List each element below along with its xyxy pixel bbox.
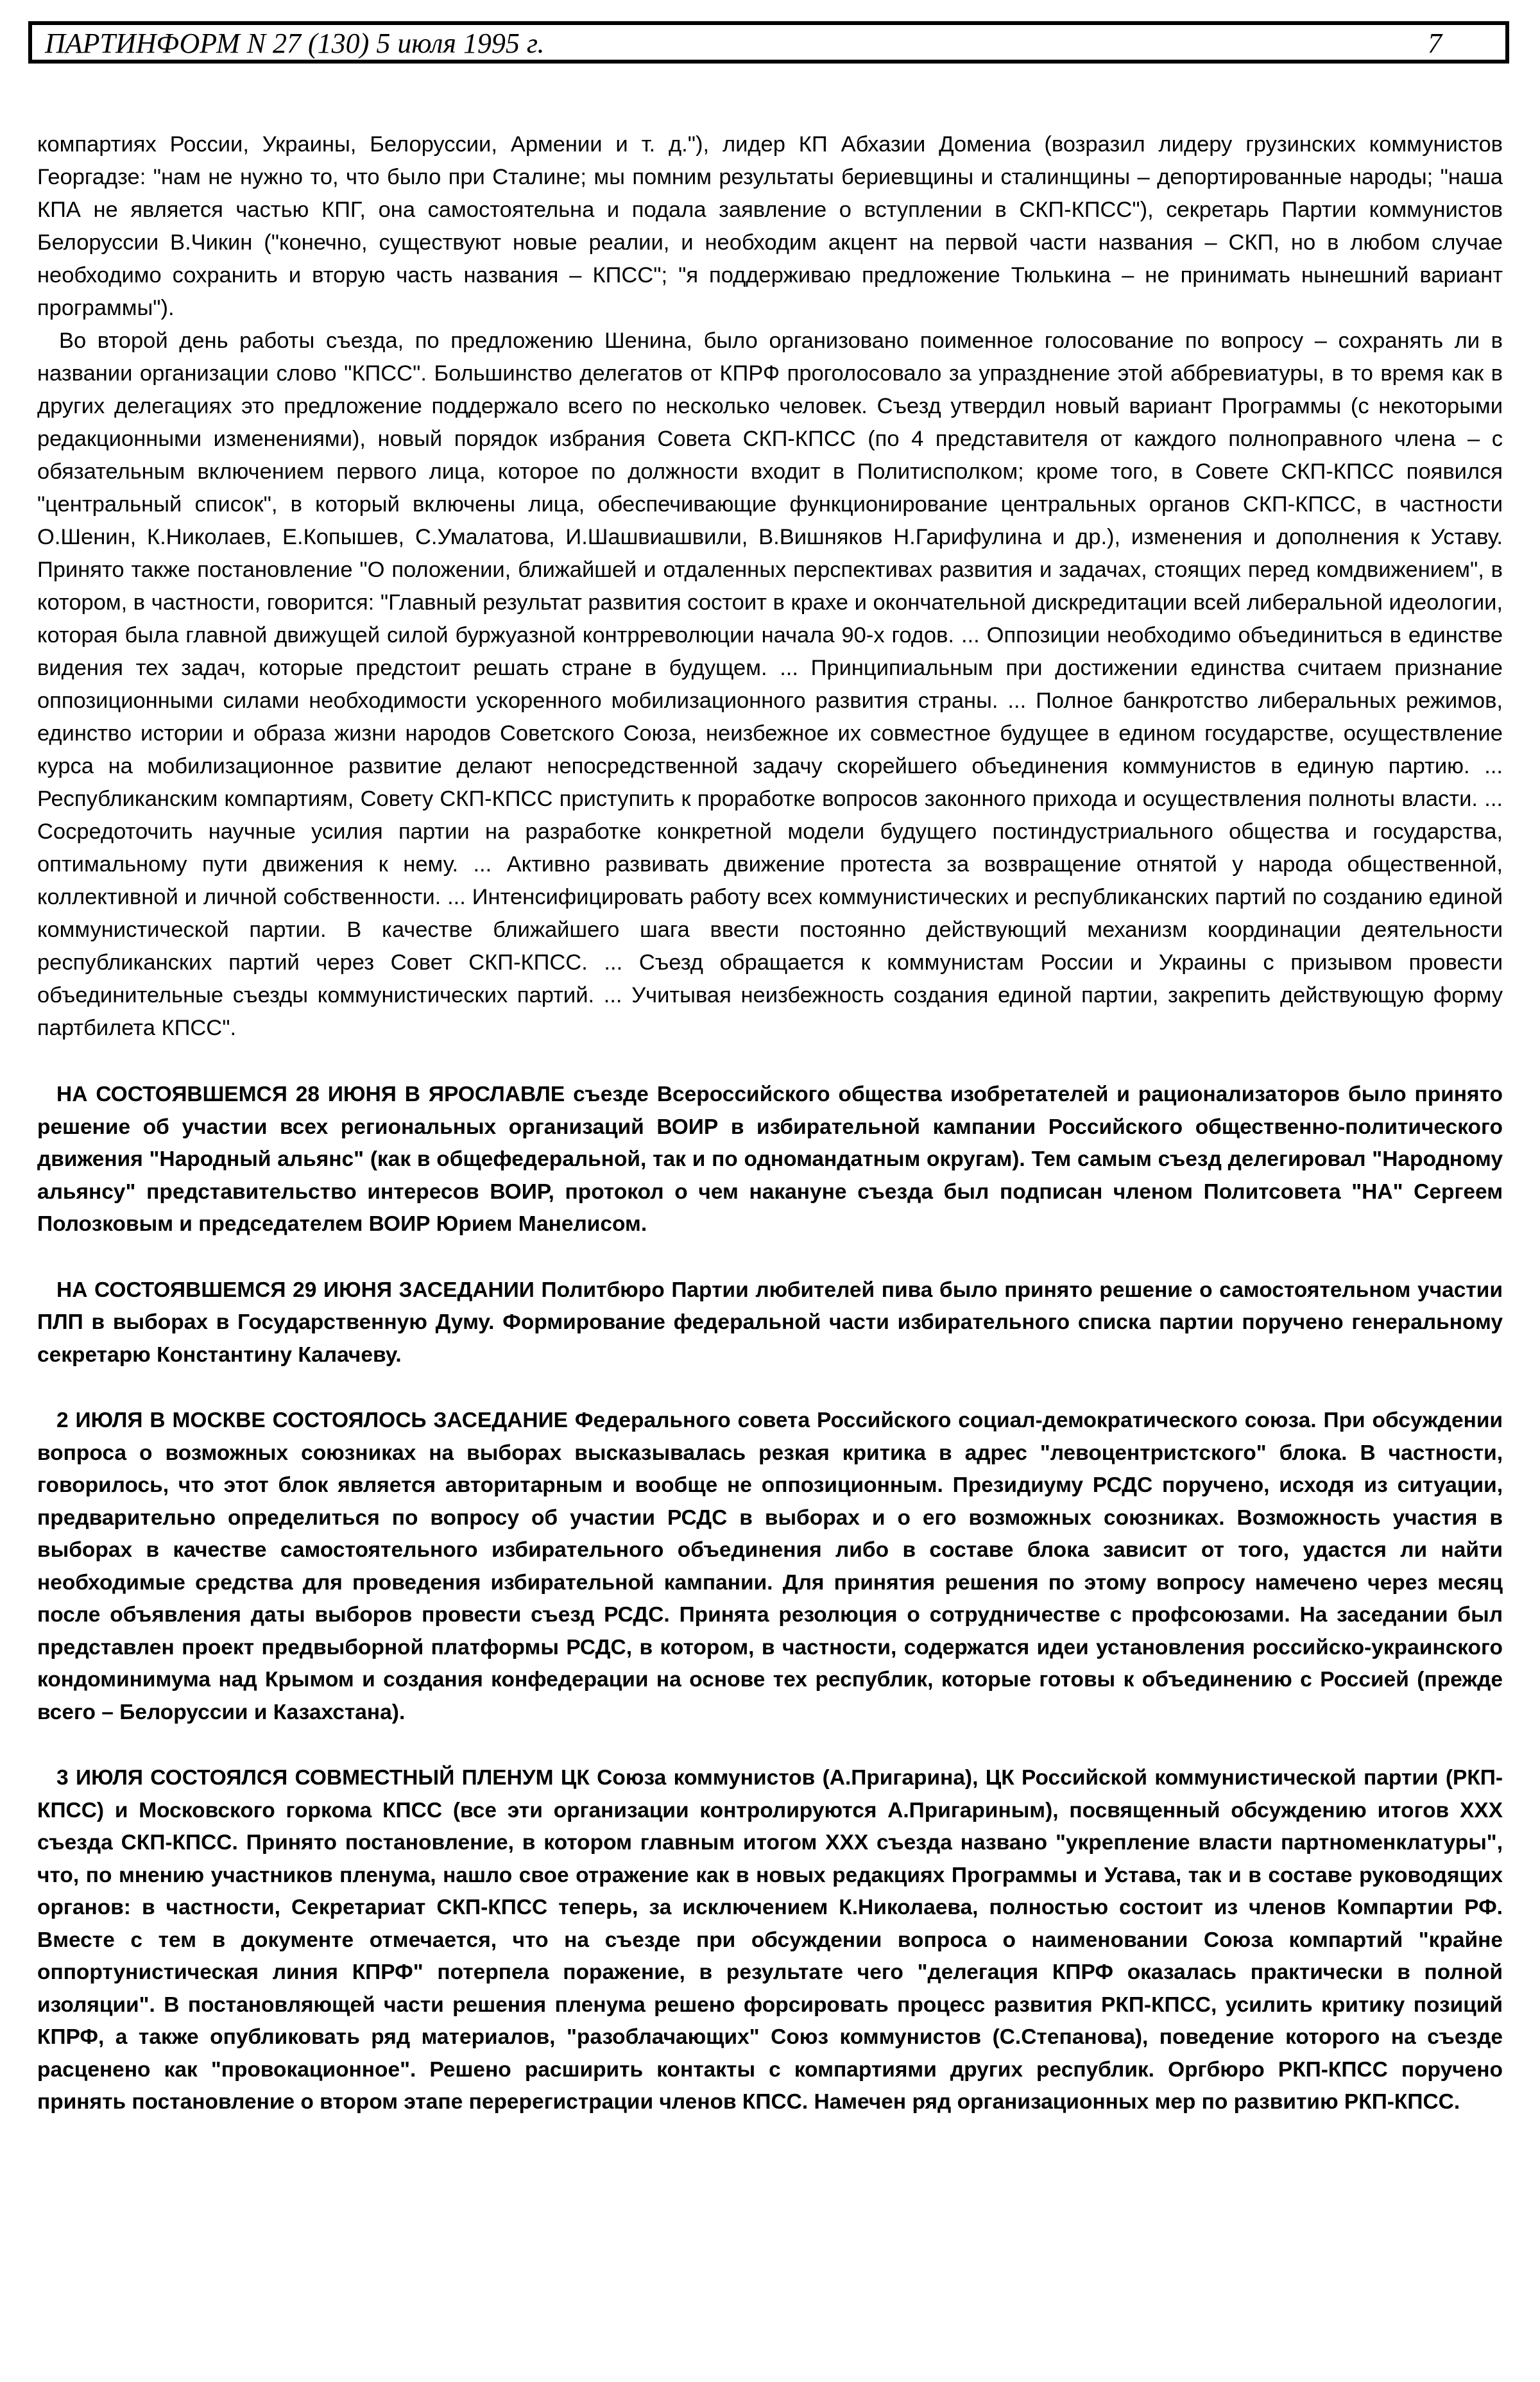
article-paragraph: Во второй день работы съезда, по предложению Шенина, было организовано поименное голосование по вопросу – сохранять ли в названии организации слово "КПСС". Большинство делегатов от КПРФ проголосовало за упразднение этой аббревиатуры, в то время как в других делегациях это предложение поддержало всего по несколько человек. Съезд утвердил новый вариант Программы (с некоторыми редакционными изменениями), новый порядок избрания Совета СКП-КПСС (по 4 представителя от каждого полноправного члена – с обязательным включением первого лица, которое по должности входит в Политисполком; кроме того, в Совете СКП-КПСС появился "центральный список", в который включены лица, обеспечивающие функционирование центральных органов СКП-КПСС, в частности О.Шенин, К.Николаев, Е.Копышев, С.Умалатова, И.Шашвиашвили, В.Вишняков Н.Гарифулина и др.), изменения и дополнения к Уставу. Принято также постановление "О положении, ближайшей и отдаленных перспективах развития и задачах, стоящих перед комдвижением", в котором, в частности, говорится: "Главный результат развития состоит в крахе и окончательной дискредитации всей либеральной идеологии, которая была главной движущей силой буржуазной контрреволюции начала 90-х годов. ... Оппозиции необходимо объединиться в единстве видения тех задач, которые предстоит решать стране в будущем. ... Принципиальным при достижении единства считаем признание оппозиционными силами необходимости ускоренного мобилизационного развития страны. ... Полное банкротство либеральных режимов, единство истории и образа жизни народов Советского Союза, неизбежное их совместное будущее в едином государстве, осуществление курса на мобилизационное развитие делают непосредственной задачу скорейшего объединения коммунистов в единую партию. ... Республиканским компартиям, Совету СКП-КПСС приступить к проработке вопросов законного прихода и осуществления полноты власти. ... Сосредоточить научные усилия партии на разработке конкретной модели будущего постиндустриального общества и государства, оптимальному пути движения к нему. ... Активно развивать движение протеста за возвращение отнятой у народа общественной, коллективной и личной собственности. ... Интенсифицировать работу всех коммунистических и республиканских партий по созданию единой коммунистической партии. В качестве ближайшего шага ввести постоянно действующий механизм координации деятельности республиканских партий через Совет СКП-КПСС. ... Съезд обращается к коммунистам России и Украины с призывом провести объединительные съезды коммунистических партий. ... Учитывая неизбежность создания единой партии, закрепить действующую форму партбилета КПСС". bbox=[37, 329, 1503, 1040]
article-body bbox=[37, 128, 1503, 2119]
news-lead: 3 ИЮЛЯ СОСТОЯЛСЯ СОВМЕСТНЫЙ ПЛЕНУМ bbox=[56, 1766, 554, 1790]
news-item-plenum bbox=[37, 1762, 1503, 2119]
page-number: 7 bbox=[1428, 28, 1442, 59]
publication-title: ПАРТИНФОРМ N 27 (130) 5 июля 1995 г. bbox=[45, 28, 545, 59]
news-body: съезде Всероссийского общества изобретателей и рационализаторов было принято решение об участии всех региональных организаций ВОИР в избирательной кампании Российского общественно-политического движения "Народный альянс" (как в общефедеральной, так и по одномандатным округам). Тем самым съезд делегировал "Народному альянсу" представительство интересов ВОИР, протокол о чем накануне съезда был подписан членом Политсовета "НА" Сергеем Полозковым и председателем ВОИР Юрием Манелисом. bbox=[37, 1083, 1503, 1236]
news-item-rsds bbox=[37, 1405, 1503, 1729]
news-body: Политбюро Партии любителей пива было принято решение о самостоятельном участии ПЛП в выборах в Государственную Думу. Формирование федеральной части избирательного списка партии поручено генеральному секретарю Константину Калачеву. bbox=[37, 1278, 1503, 1367]
news-item-yaroslavl bbox=[37, 1079, 1503, 1241]
news-body: ЦК Союза коммунистов (А.Пригарина), ЦК Российской коммунистической партии (РКП-КПСС) и Московского горкома КПСС (все эти организации контролируются А.Пригариным), посвященный обсуждению итогов XXX съезда СКП-КПСС. Принято постановление, в котором главным итогом XXX съезда названо "укрепление власти партноменклатуры", что, по мнению участников пленума, нашло свое отражение как в новых редакциях Программы и Устава, так и в составе руководящих органов: в частности, Секретариат СКП-КПСС теперь, за исключением К.Николаева, полностью состоит из членов Компартии РФ. Вместе с тем в документе отмечается, что на съезде при обсуждении вопроса о наименовании Союза компартий "крайне оппортунистическая линия КПРФ" потерпела поражение, в результате чего "делегация КПРФ оказалась практически в полной изоляции". В постановляющей части решения пленума решено форсировать процесс развития РКП-КПСС, усилить критику позиций КПРФ, а также опубликовать ряд материалов, "разоблачающих" Союз коммунистов (С.Степанова), поведение которого на съезде расценено как "провокационное". Решено расширить контакты с компартиями других республик. Оргбюро РКП-КПСС поручено принять постановление о втором этапе перерегистрации членов КПСС. Намечен ряд организационных мер по развитию РКП-КПСС. bbox=[37, 1766, 1503, 2114]
page-header bbox=[28, 21, 1509, 64]
news-lead: НА СОСТОЯВШЕМСЯ 29 ИЮНЯ ЗАСЕДАНИИ bbox=[56, 1278, 535, 1302]
news-item-beer-party bbox=[37, 1274, 1503, 1372]
news-body: Федерального совета Российского социал-демократического союза. При обсуждении вопроса о возможных союзниках на выборах высказывалась резкая критика в адрес "левоцентристского" блока. В частности, говорилось, что этот блок является авторитарным и вообще не оппозиционным. Президиуму РСДС поручено, исходя из ситуации, предварительно определиться по вопросу об участии РСДС в выборах и о его возможных союзниках. Возможность участия в выборах в качестве самостоятельного избирательного объединения либо в составе блока зависит от того, удастся ли найти необходимые средства для проведения избирательной кампании. Для принятия решения по этому вопросу намечено через месяц после объявления даты выборов провести съезд РСДС. Принята резолюция о сотрудничестве с профсоюзами. На заседании был представлен проект предвыборной платформы РСДС, в котором, в частности, содержатся идеи установления российско-украинского кондоминимума над Крымом и создания конфедерации на основе тех республик, которые готовы к объединению с Россией (прежде всего – Белоруссии и Казахстана). bbox=[37, 1409, 1503, 1724]
article-continuation: компартиях России, Украины, Белоруссии, Армении и т. д."), лидер КП Абхазии Домениа (возразил лидеру грузинских коммунистов Георгадзе: "нам не нужно то, что было при Сталине; мы помним результаты бериевщины и сталинщины – депортированные народы; "наша КПА не является частью КПГ, она самостоятельна и подала заявление о вступлении в СКП-КПСС"), секретарь Партии коммунистов Белоруссии В.Чикин ("конечно, существуют новые реалии, и необходим акцент на первой части названия – СКП, но в любом случае необходимо сохранить и вторую часть названия – КПСС"; "я поддерживаю предложение Тюлькина – не принимать нынешний вариант программы"). bbox=[37, 132, 1503, 320]
news-lead: 2 ИЮЛЯ В МОСКВЕ СОСТОЯЛОСЬ ЗАСЕДАНИЕ bbox=[56, 1409, 568, 1432]
news-lead: НА СОСТОЯВШЕМСЯ 28 ИЮНЯ В ЯРОСЛАВЛЕ bbox=[56, 1083, 565, 1106]
